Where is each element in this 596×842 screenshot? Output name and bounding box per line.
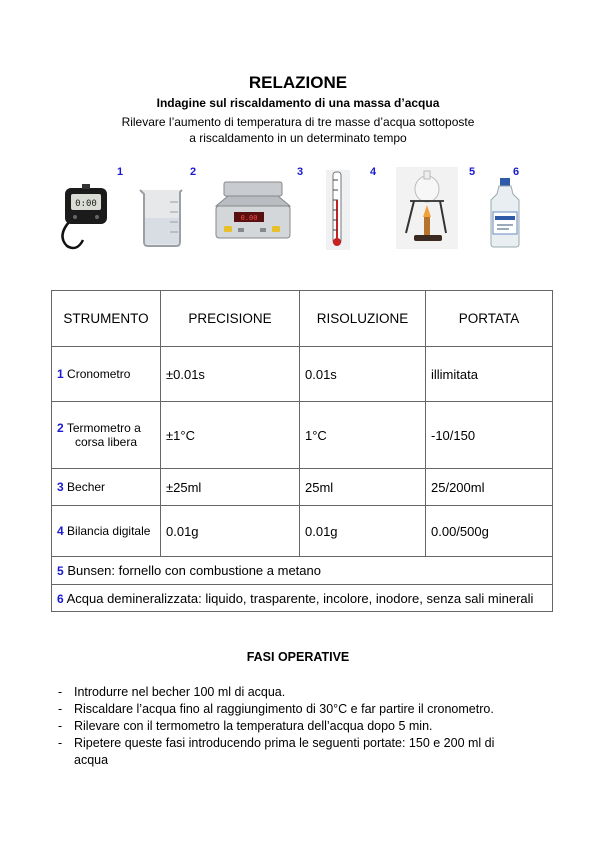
note-cell bbox=[52, 557, 553, 585]
instrument-name: Bilancia digitale bbox=[67, 524, 151, 538]
instrument-cell bbox=[52, 506, 161, 557]
range-cell: 0.00/500g bbox=[426, 506, 553, 557]
instrument-number: 3 bbox=[57, 480, 64, 494]
list-bullet: - bbox=[58, 719, 63, 733]
section-title: FASI OPERATIVE bbox=[246, 650, 350, 664]
resolution-cell: 0.01g bbox=[300, 506, 426, 557]
page-subtitle: Indagine sul riscaldamento di una massa d’acqua bbox=[156, 96, 440, 110]
svg-text:0:00: 0:00 bbox=[75, 199, 97, 209]
water-bottle-icon bbox=[486, 178, 524, 248]
note-number: 6 bbox=[57, 591, 64, 606]
svg-text:0.00: 0.00 bbox=[240, 214, 258, 222]
instrument-cell bbox=[52, 347, 161, 402]
table-header-row bbox=[52, 291, 553, 347]
image-number-5: 5 bbox=[469, 166, 476, 178]
image-number-6: 6 bbox=[513, 166, 520, 178]
column-header: STRUMENTO bbox=[52, 291, 161, 347]
range-cell: illimitata bbox=[426, 347, 553, 402]
precision-cell: ±0.01s bbox=[161, 347, 300, 402]
list-bullet: - bbox=[58, 702, 63, 716]
image-number-4: 4 bbox=[370, 166, 377, 178]
instrument-name: Becher bbox=[67, 480, 106, 494]
table-row bbox=[52, 347, 553, 402]
instruments-table bbox=[51, 290, 553, 612]
list-bullet: - bbox=[58, 685, 63, 699]
table-row bbox=[52, 469, 553, 506]
image-number-1: 1 bbox=[117, 166, 124, 178]
resolution-cell: 1°C bbox=[300, 402, 426, 469]
page-title: RELAZIONE bbox=[248, 73, 348, 92]
stopwatch-icon bbox=[55, 184, 111, 252]
step-text: Riscaldare l’acqua fino al raggiungimento di 30°C e far partire il cronometro. bbox=[74, 702, 494, 716]
note-cell bbox=[52, 585, 553, 612]
beaker-icon bbox=[136, 184, 186, 248]
image-number-3: 3 bbox=[297, 166, 304, 178]
description-line: a riscaldamento in un determinato tempo bbox=[189, 131, 407, 145]
digital-scale-icon bbox=[214, 180, 292, 242]
table-row bbox=[52, 402, 553, 469]
column-header: PORTATA bbox=[426, 291, 553, 347]
steps-list bbox=[58, 684, 528, 769]
list-item bbox=[58, 684, 528, 701]
list-bullet: - bbox=[58, 736, 63, 750]
precision-cell: ±25ml bbox=[161, 469, 300, 506]
table-note-row bbox=[52, 557, 553, 585]
instrument-name: Termometro a bbox=[66, 421, 141, 435]
thermometer-icon bbox=[326, 170, 350, 250]
description-line: Rilevare l’aumento di temperatura di tre masse d’acqua sottoposte bbox=[121, 115, 475, 129]
range-cell: 25/200ml bbox=[426, 469, 553, 506]
column-header: RISOLUZIONE bbox=[300, 291, 426, 347]
precision-cell: ±1°C bbox=[161, 402, 300, 469]
table-row bbox=[52, 506, 553, 557]
list-item bbox=[58, 701, 528, 718]
range-cell: -10/150 bbox=[426, 402, 553, 469]
note-number: 5 bbox=[57, 564, 64, 578]
instrument-number: 4 bbox=[57, 524, 64, 538]
image-number-2: 2 bbox=[190, 166, 197, 178]
bunsen-burner-icon bbox=[396, 167, 458, 249]
instrument-number: 2 bbox=[57, 421, 64, 435]
precision-cell: 0.01g bbox=[161, 506, 300, 557]
step-text: Introdurre nel becher 100 ml di acqua. bbox=[74, 685, 286, 699]
list-item bbox=[58, 735, 528, 769]
resolution-cell: 25ml bbox=[300, 469, 426, 506]
table-note-row bbox=[52, 585, 553, 612]
list-item bbox=[58, 718, 528, 735]
instrument-cell bbox=[52, 469, 161, 506]
column-header: PRECISIONE bbox=[161, 291, 300, 347]
page-description bbox=[0, 114, 596, 146]
instrument-number: 1 bbox=[57, 367, 64, 381]
resolution-cell: 0.01s bbox=[300, 347, 426, 402]
note-text: Acqua demineralizzata: liquido, trasparente, incolore, inodore, senza sali minerali bbox=[66, 590, 534, 606]
step-text: Rilevare con il termometro la temperatura dell’acqua dopo 5 min. bbox=[74, 719, 433, 733]
step-text: Ripetere queste fasi introducendo prima le seguenti portate: 150 e 200 ml di acqua bbox=[74, 736, 495, 767]
instrument-cell bbox=[52, 402, 161, 469]
instrument-name: Cronometro bbox=[67, 367, 131, 381]
instrument-name-line2: corsa libera bbox=[74, 435, 138, 449]
note-text: Bunsen: fornello con combustione a metano bbox=[67, 563, 321, 578]
